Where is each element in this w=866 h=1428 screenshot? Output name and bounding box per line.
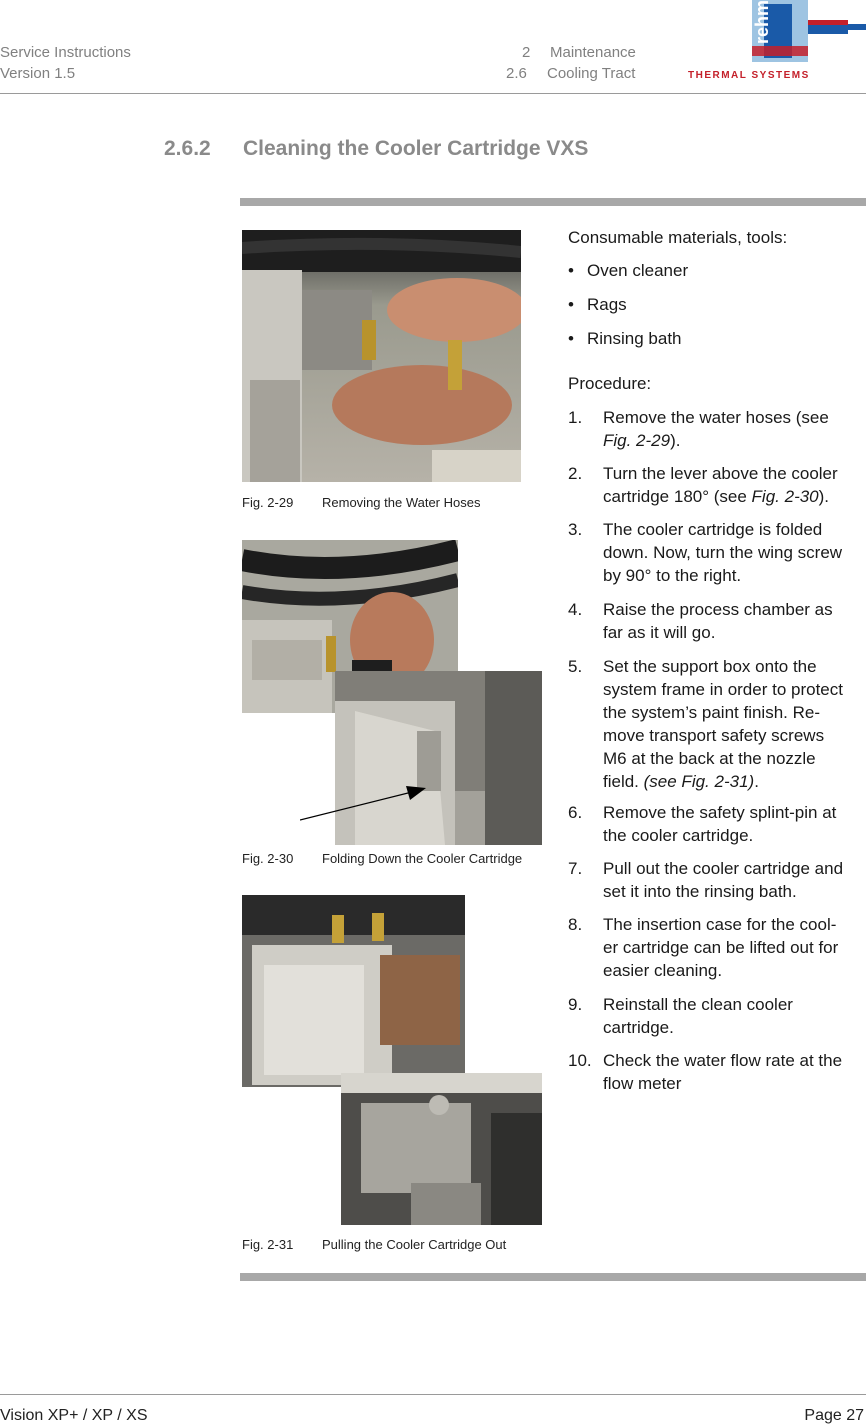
materials-item: • Rinsing bath (568, 329, 682, 348)
figure-caption-text: Removing the Water Hoses (322, 495, 481, 510)
step-number: 3. (568, 520, 583, 539)
step-text: Raise the process chamber as far as it will go. (603, 600, 833, 642)
materials-heading: Consumable materials, tools: (568, 228, 788, 247)
procedure-heading: Procedure: (568, 374, 652, 393)
company-logo (688, 0, 866, 86)
photo-removing-water-hoses (242, 230, 521, 482)
figure-caption (242, 1237, 506, 1252)
step-text: Pull out the cooler cartridge and set it into the rinsing bath. (603, 859, 844, 901)
step-number: 4. (568, 600, 583, 619)
step-number: 7. (568, 859, 583, 878)
bottom-thick-rule (240, 1273, 866, 1281)
footer-page-number: Page 27 (804, 1407, 864, 1424)
step-number: 1. (568, 408, 583, 427)
section-number: 2.6.2 (164, 137, 211, 160)
figure-label: Fig. 2-29 (242, 495, 294, 510)
header-rule (0, 93, 866, 94)
step-number: 8. (568, 915, 583, 934)
figure-label: Fig. 2-31 (242, 1237, 294, 1252)
step-text: Remove the water hoses (see Fig. 2-29). (603, 408, 829, 450)
doc-title: Service Instructions (0, 44, 131, 61)
logo-text: THERMAL SYSTEMS (688, 70, 810, 81)
step-number: 9. (568, 995, 583, 1014)
top-thick-rule (240, 198, 866, 206)
chapter-name: Maintenance (550, 44, 636, 61)
step-number: 10. (568, 1051, 592, 1070)
step-text: Reinstall the clean cooler cartridge. (603, 995, 793, 1037)
photo-cartridge-pulled-out (242, 895, 465, 1087)
materials-item: • Oven cleaner (568, 261, 689, 280)
step-number: 5. (568, 657, 583, 676)
figure-caption (242, 495, 480, 510)
step-text: Turn the lever above the cooler cartridge 180° (see Fig. 2-30). (603, 464, 838, 506)
figure-caption-text: Pulling the Cooler Cartridge Out (322, 1237, 507, 1252)
arrow-pointer-icon (300, 782, 430, 826)
footer-rule (0, 1394, 866, 1395)
materials-item: • Rags (568, 295, 627, 314)
section-title: Cleaning the Cooler Cartridge VXS (243, 137, 589, 160)
footer-product: Vision XP+ / XP / XS (0, 1407, 148, 1424)
step-text: The cooler cartridge is folded down. Now, turn the wing screw by 90° to the right. (603, 520, 843, 585)
step-text: The insertion case for the cool- er cartridge can be lifted out for easier cleaning. (603, 915, 839, 980)
photo-safety-screws (341, 1073, 542, 1225)
section-number-header: 2.6 (506, 65, 527, 82)
step-text: Set the support box onto the system frame in order to protect the system’s paint finish. Re- move transport safety screws M6 at the back at the nozzle field. (see Fig. 2-31). (603, 657, 843, 791)
svg-text:rehm: rehm (752, 0, 772, 44)
step-number: 6. (568, 803, 583, 822)
doc-version: Version 1.5 (0, 65, 76, 82)
step-text: Remove the safety splint-pin at the cooler cartridge. (603, 803, 837, 845)
figure-caption-text: Folding Down the Cooler Cartridge (322, 851, 523, 866)
chapter-number: 2 (522, 44, 531, 61)
section-name-header: Cooling Tract (547, 65, 636, 82)
step-text: Check the water flow rate at the flow meter (603, 1051, 843, 1093)
figure-caption (242, 851, 522, 866)
figure-label: Fig. 2-30 (242, 851, 294, 866)
step-number: 2. (568, 464, 583, 483)
